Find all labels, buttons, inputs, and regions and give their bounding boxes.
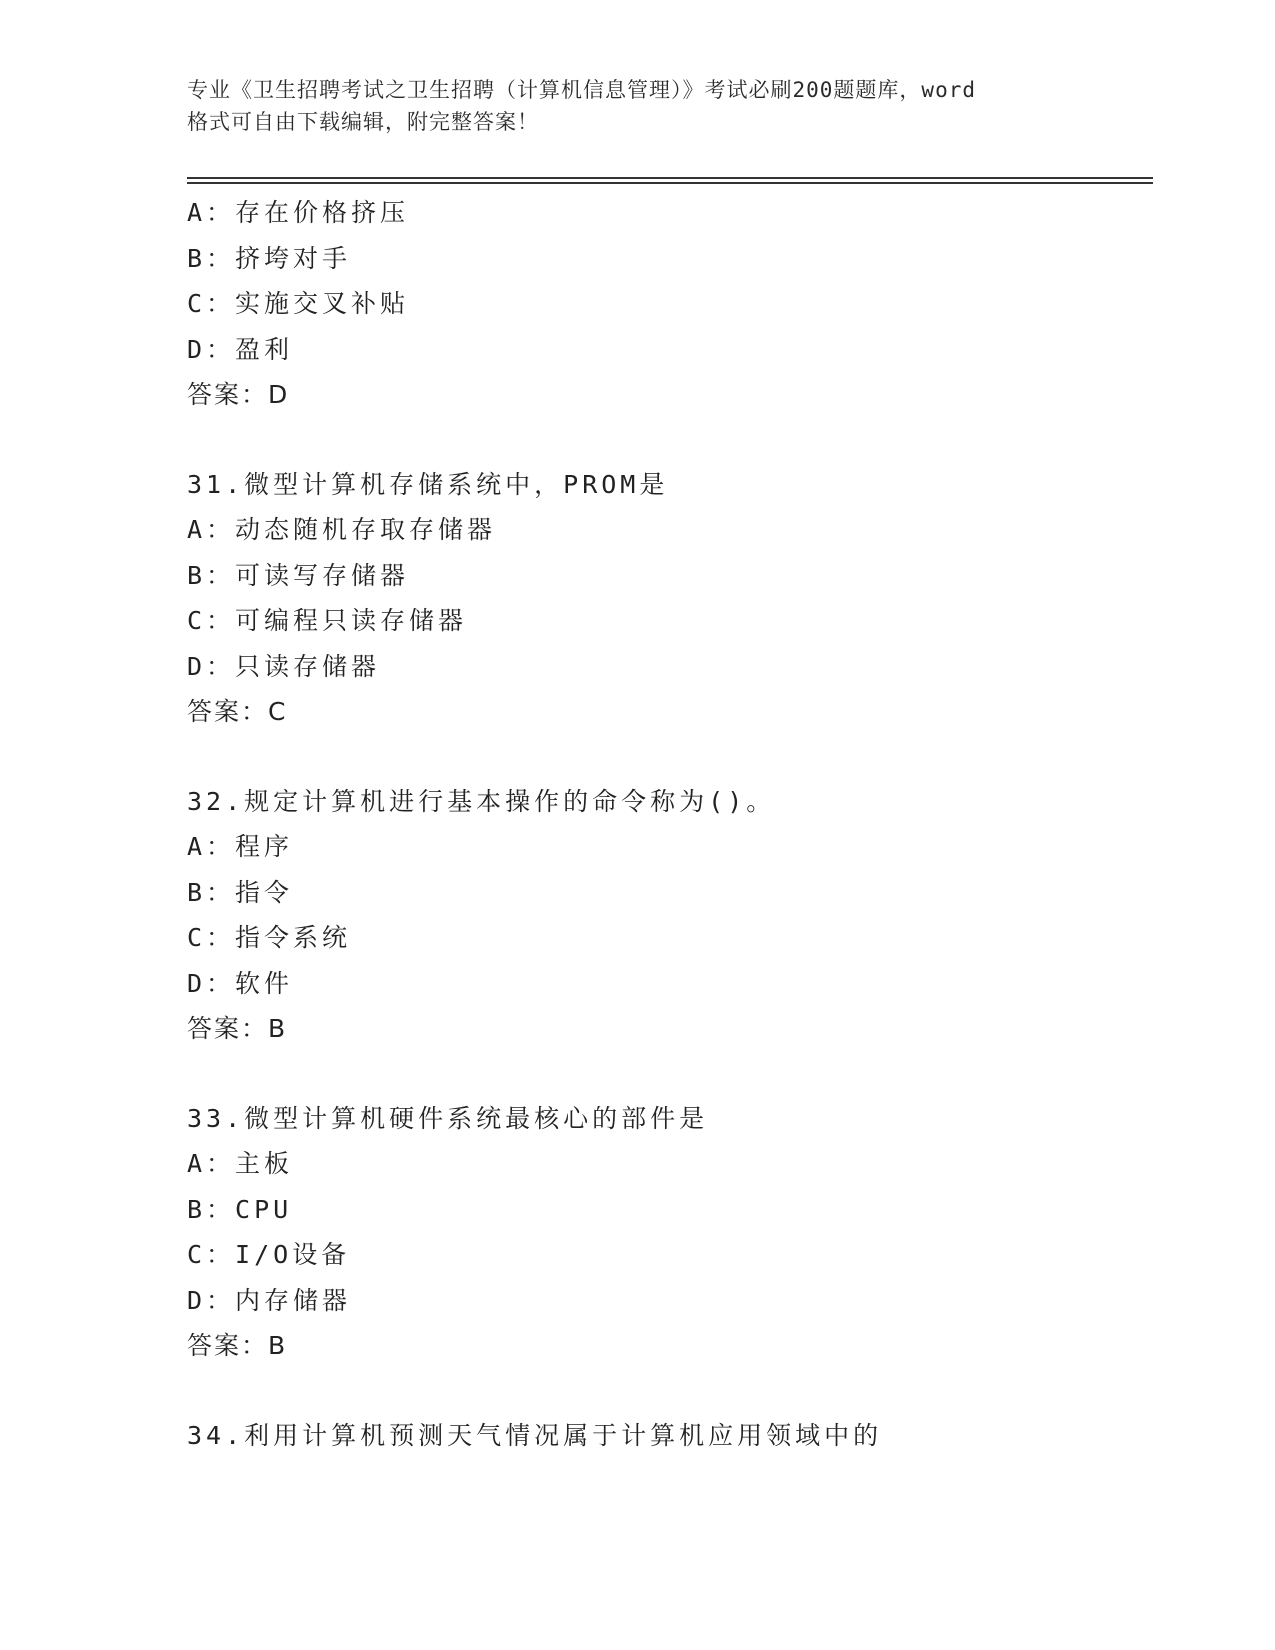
option-c: C：可编程只读存储器 <box>187 606 468 635</box>
option-c: C：指令系统 <box>187 923 352 952</box>
header-line-1: 专业《卫生招聘考试之卫生招聘（计算机信息管理）》考试必刷200题题库，word <box>187 78 976 102</box>
option-a: A：动态随机存取存储器 <box>187 515 497 544</box>
option-c: C：I/O设备 <box>187 1240 351 1269</box>
question-text: 31.微型计算机存储系统中，PROM是 <box>187 469 669 499</box>
question-gap <box>187 418 1147 462</box>
question-gap <box>187 1369 1147 1413</box>
answer-line: 答案：B <box>187 1014 288 1043</box>
header-line-2: 格式可自由下载编辑，附完整答案！ <box>187 110 539 134</box>
option-a: A：主板 <box>187 1149 294 1178</box>
question-text: 34.利用计算机预测天气情况属于计算机应用领域中的 <box>187 1420 883 1450</box>
option-b: B：可读写存储器 <box>187 560 410 590</box>
option-d: D：只读存储器 <box>187 651 381 681</box>
option-b: B：CPU <box>187 1194 293 1224</box>
document-header <box>187 74 1087 138</box>
question-text: 33.微型计算机硬件系统最核心的部件是 <box>187 1103 709 1133</box>
answer-line: 答案：B <box>187 1331 288 1360</box>
option-c: C：实施交叉补贴 <box>187 289 410 318</box>
option-d: D：内存储器 <box>187 1285 352 1315</box>
answer-line: 答案：C <box>187 697 288 726</box>
option-d: D：软件 <box>187 968 294 998</box>
question-gap <box>187 1052 1147 1096</box>
question-30 <box>187 190 1147 418</box>
header-divider-bottom <box>187 182 1153 184</box>
answer-line: 答案：D <box>187 380 290 409</box>
header-divider-top <box>187 177 1153 179</box>
question-32 <box>187 779 1147 1052</box>
option-b: B：指令 <box>187 877 294 907</box>
question-text: 32.规定计算机进行基本操作的命令称为()。 <box>187 786 776 816</box>
question-gap <box>187 735 1147 779</box>
option-d: D：盈利 <box>187 334 294 364</box>
question-33 <box>187 1096 1147 1369</box>
question-list <box>187 190 1147 1458</box>
option-a: A：存在价格挤压 <box>187 198 410 227</box>
option-b: B：挤垮对手 <box>187 243 352 273</box>
question-31 <box>187 462 1147 735</box>
question-34 <box>187 1413 1147 1459</box>
option-a: A：程序 <box>187 832 294 861</box>
